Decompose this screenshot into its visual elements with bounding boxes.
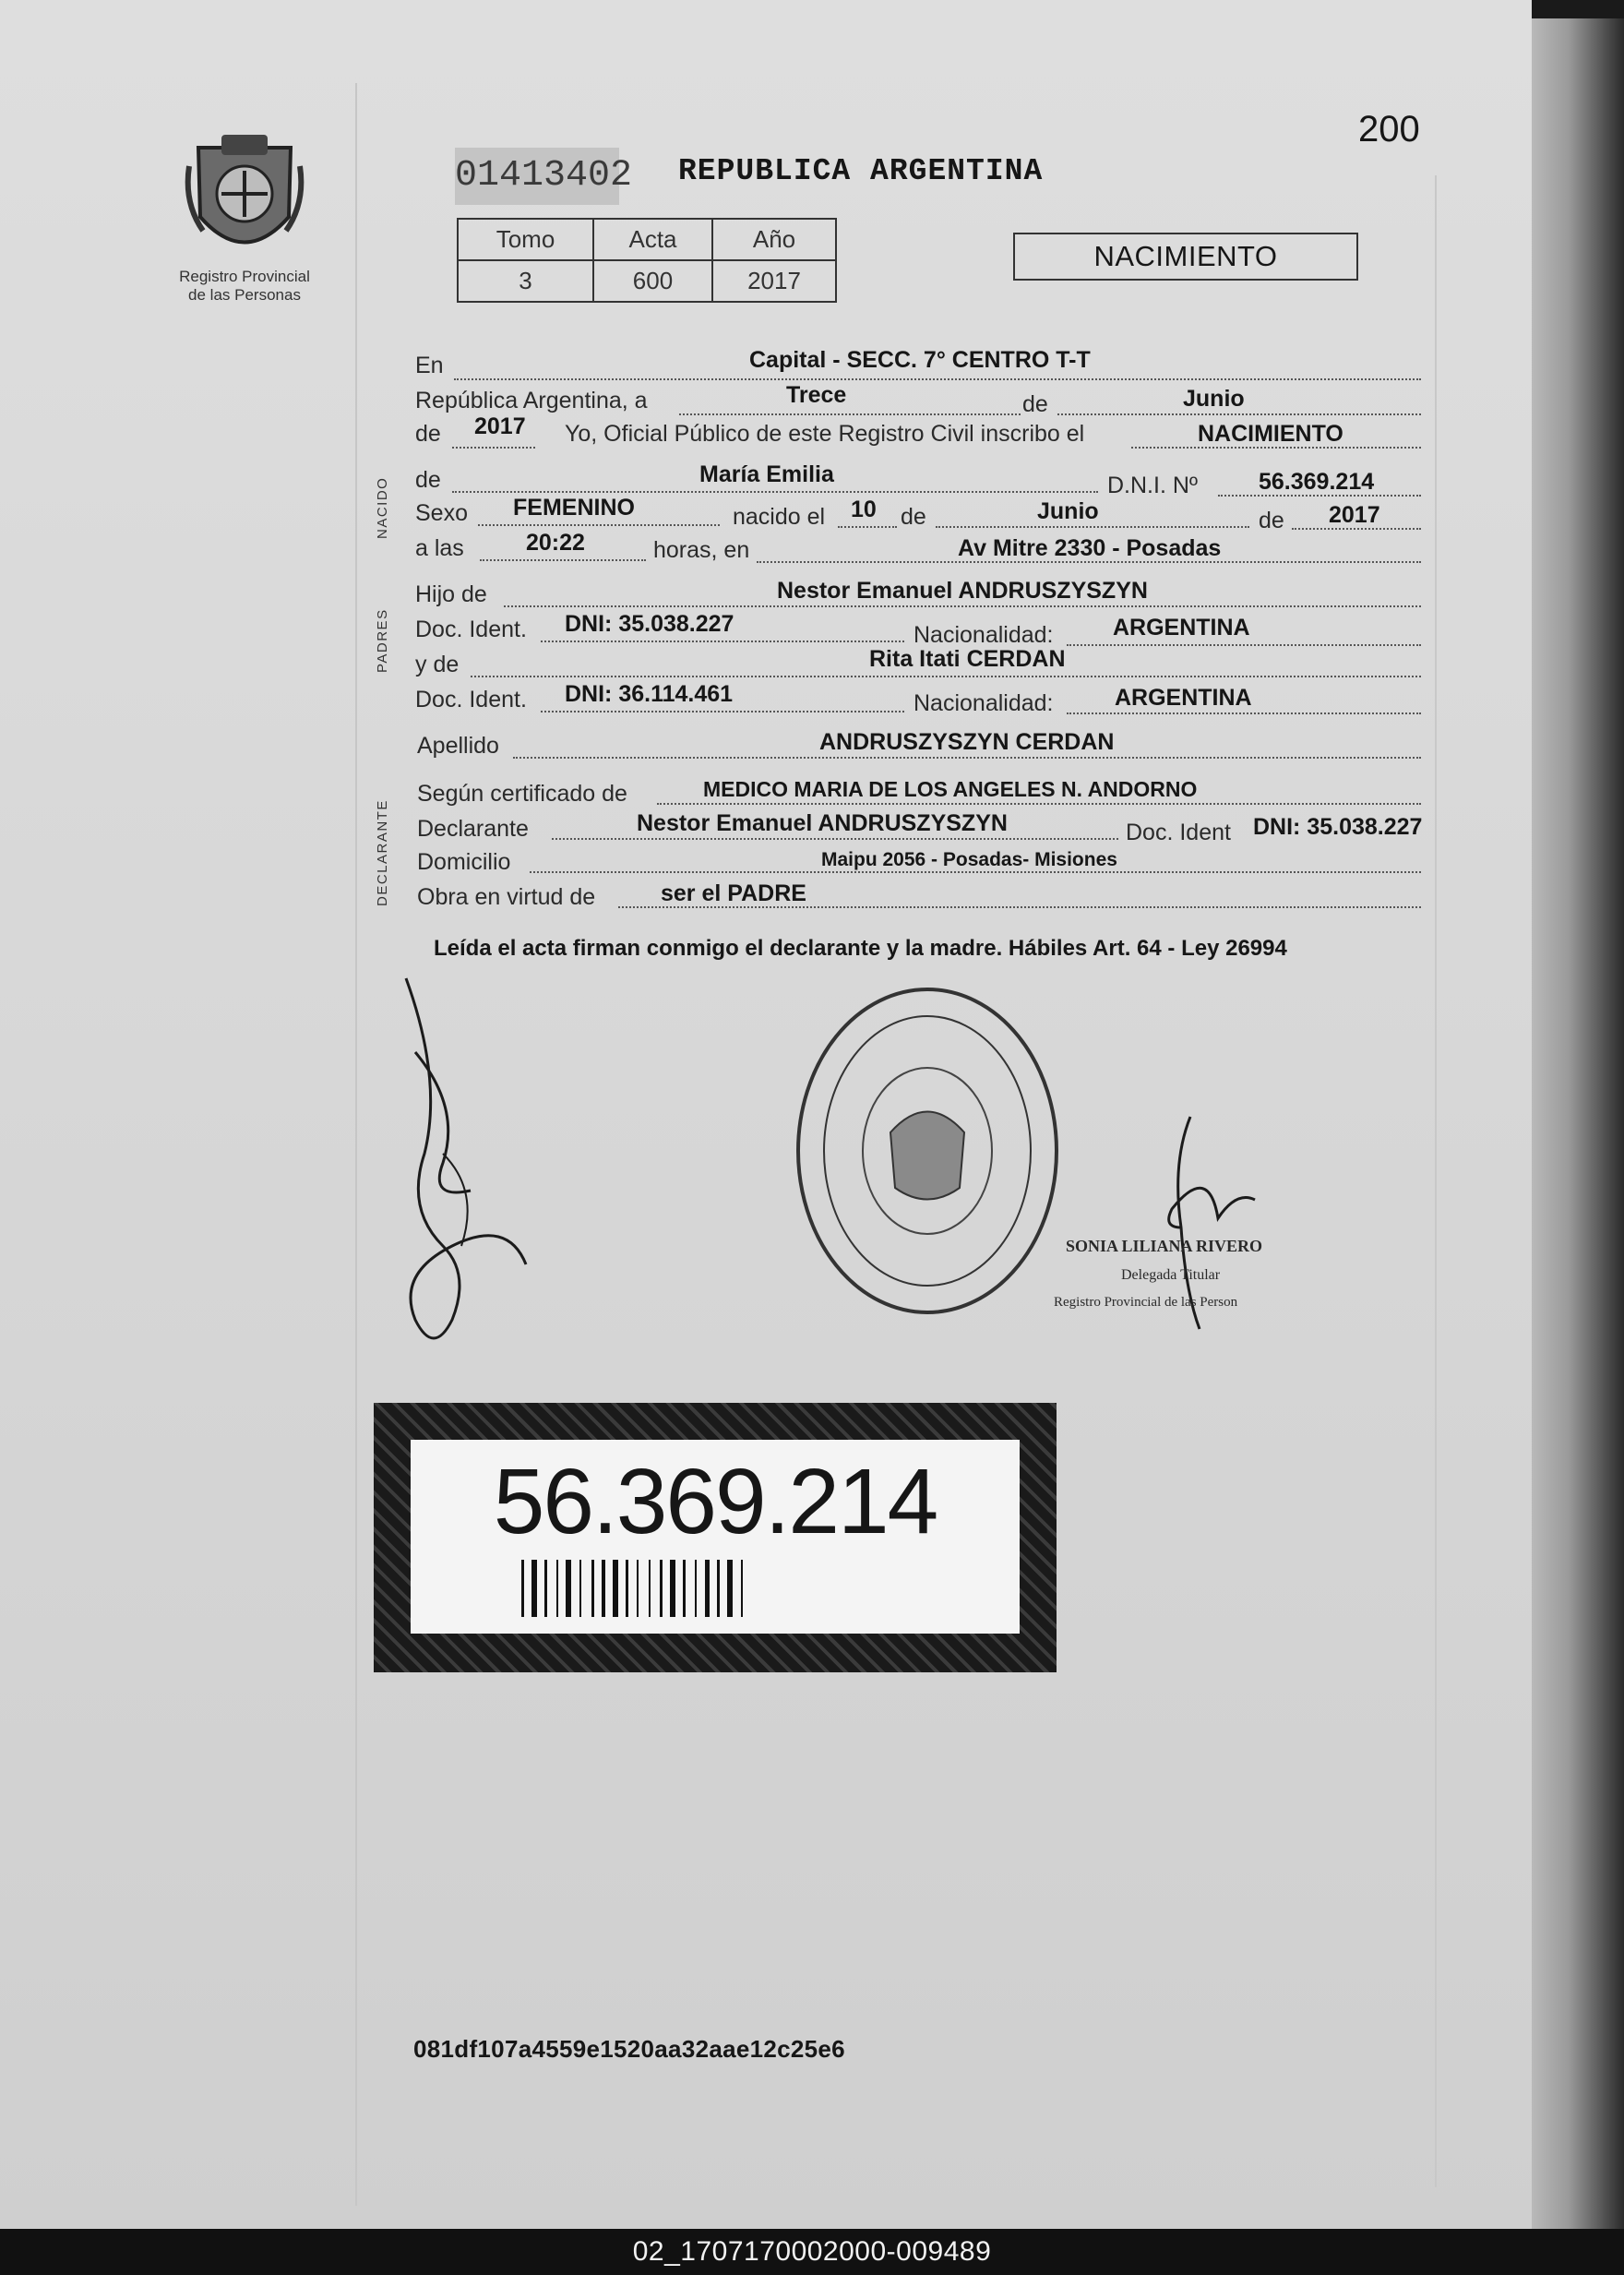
label-nacionalidad: Nacionalidad:	[914, 622, 1054, 648]
value-father: Nestor Emanuel ANDRUSZYSZYN	[777, 578, 1148, 604]
value-birth-day: 10	[851, 497, 877, 522]
logo-caption	[166, 268, 323, 305]
dotted-line	[541, 641, 904, 642]
section-label-nacido: NACIDO	[375, 476, 390, 539]
dotted-line	[471, 676, 1421, 677]
country-title: REPUBLICA ARGENTINA	[678, 154, 1044, 188]
barcode-label	[374, 1403, 1057, 1672]
value-acta: 600	[593, 260, 712, 302]
registry-seal-logo	[180, 129, 309, 268]
label-republica: República Argentina, a	[415, 388, 648, 413]
dotted-line	[838, 526, 897, 528]
section-label-padres: PADRES	[375, 608, 390, 673]
value-birth-month: Junio	[1037, 498, 1099, 524]
document-type-box: NACIMIENTO	[1013, 233, 1358, 281]
label-hijo-de: Hijo de	[415, 581, 487, 607]
dotted-line	[657, 803, 1421, 805]
header-acta: Acta	[593, 219, 712, 260]
label-segun-certificado: Según certificado de	[417, 781, 627, 807]
declarant-signature	[388, 969, 554, 1366]
value-year: 2017	[474, 413, 526, 439]
dotted-line	[552, 838, 1118, 840]
dotted-line	[1057, 413, 1421, 415]
label-horas-en: horas, en	[653, 537, 750, 563]
label-doc-ident-declarante: Doc. Ident	[1126, 820, 1231, 845]
value-address: Maipu 2056 - Posadas- Misiones	[821, 849, 1117, 870]
closing-statement: Leída el acta firman conmigo el declarante y la madre. Hábiles Art. 64 - Ley 26994	[434, 936, 1287, 961]
value-birth-place: Av Mitre 2330 - Posadas	[958, 535, 1222, 561]
document-hash: 081df107a4559e1520aa32aae12c25e6	[413, 2035, 845, 2063]
barcode-number: 56.369.214	[493, 1450, 937, 1553]
dotted-line	[1067, 644, 1421, 646]
dotted-line	[530, 871, 1421, 873]
dotted-line	[679, 413, 1021, 415]
label-en: En	[415, 353, 444, 378]
official-name: SONIA LILIANA RIVERO	[1066, 1237, 1263, 1255]
official-office: Registro Provincial de las Person	[1054, 1295, 1238, 1310]
barcode-bars	[521, 1560, 918, 1617]
value-act-type: NACIMIENTO	[1198, 421, 1343, 447]
label-yo-oficial: Yo, Oficial Público de este Registro Civil inscribo el	[565, 421, 1085, 447]
label-domicilio: Domicilio	[417, 849, 511, 875]
file-id-bar	[0, 2229, 1624, 2275]
value-ano: 2017	[712, 260, 836, 302]
label-obra-en-virtud: Obra en virtud de	[417, 884, 596, 910]
value-surname: ANDRUSZYSZYN CERDAN	[819, 729, 1115, 755]
value-location: Capital - SECC. 7° CENTRO T-T	[749, 347, 1091, 373]
value-mother-nationality: ARGENTINA	[1115, 685, 1252, 711]
value-mother-doc: DNI: 36.114.461	[565, 681, 734, 707]
value-declarant: Nestor Emanuel ANDRUSZYSZYN	[637, 810, 1008, 836]
label-apellido: Apellido	[417, 733, 499, 759]
registry-header-row	[458, 219, 836, 260]
value-father-doc: DNI: 35.038.227	[565, 611, 734, 637]
value-declarant-doc: DNI: 35.038.227	[1253, 814, 1423, 840]
dotted-line	[478, 524, 720, 526]
barcode-panel	[411, 1440, 1020, 1634]
label-nacionalidad: Nacionalidad:	[914, 690, 1054, 716]
serial-number: 01413402	[455, 148, 619, 205]
label-nacido-el: nacido el	[733, 504, 826, 530]
dotted-line	[452, 491, 1098, 493]
label-de: de	[1259, 508, 1284, 533]
label-a-las: a las	[415, 535, 464, 561]
label-de: de	[415, 467, 441, 493]
label-y-de: y de	[415, 652, 460, 677]
value-dni: 56.369.214	[1259, 469, 1375, 495]
margin-rule	[355, 83, 357, 2206]
dotted-line	[504, 605, 1421, 607]
value-capacity: ser el PADRE	[661, 880, 806, 906]
value-father-nationality: ARGENTINA	[1113, 615, 1250, 641]
registry-table	[457, 218, 837, 303]
right-margin-rule	[1435, 175, 1437, 2187]
value-mother: Rita Itati CERDAN	[869, 646, 1066, 672]
label-doc-ident: Doc. Ident.	[415, 617, 527, 642]
value-sex: FEMENINO	[513, 495, 635, 521]
label-de: de	[415, 421, 441, 447]
dotted-line	[936, 526, 1249, 528]
section-label-declarante: DECLARANTE	[375, 799, 390, 906]
logo-caption-line1: Registro Provincial	[179, 268, 310, 285]
dotted-line	[541, 711, 904, 712]
value-birth-year: 2017	[1329, 502, 1380, 528]
value-day-text: Trece	[786, 382, 847, 408]
label-dni: D.N.I. Nº	[1107, 473, 1199, 498]
label-de: de	[1022, 391, 1048, 417]
value-tomo: 3	[458, 260, 593, 302]
value-month-text: Junio	[1183, 386, 1245, 412]
label-sexo: Sexo	[415, 500, 468, 526]
value-birth-time: 20:22	[526, 530, 585, 556]
label-de: de	[901, 504, 926, 530]
page-edge-shadow	[1532, 18, 1624, 2229]
logo-caption-line2: de las Personas	[188, 286, 301, 304]
page-number: 200	[1358, 109, 1420, 150]
label-declarante: Declarante	[417, 816, 529, 842]
value-certificate: MEDICO MARIA DE LOS ANGELES N. ANDORNO	[703, 777, 1198, 801]
dotted-line	[454, 378, 1421, 380]
header-tomo: Tomo	[458, 219, 593, 260]
header-ano: Año	[712, 219, 836, 260]
file-id: 02_1707170002000-009489	[632, 2236, 992, 2267]
label-doc-ident: Doc. Ident.	[415, 687, 527, 712]
registry-value-row	[458, 260, 836, 302]
dotted-line	[480, 559, 646, 561]
official-seal-stamp	[789, 980, 1066, 1322]
dotted-line	[452, 447, 535, 449]
official-title: Delegada Titular	[1121, 1267, 1221, 1283]
dotted-line	[1067, 712, 1421, 714]
value-name: María Emilia	[699, 461, 834, 487]
dotted-line	[513, 757, 1421, 759]
